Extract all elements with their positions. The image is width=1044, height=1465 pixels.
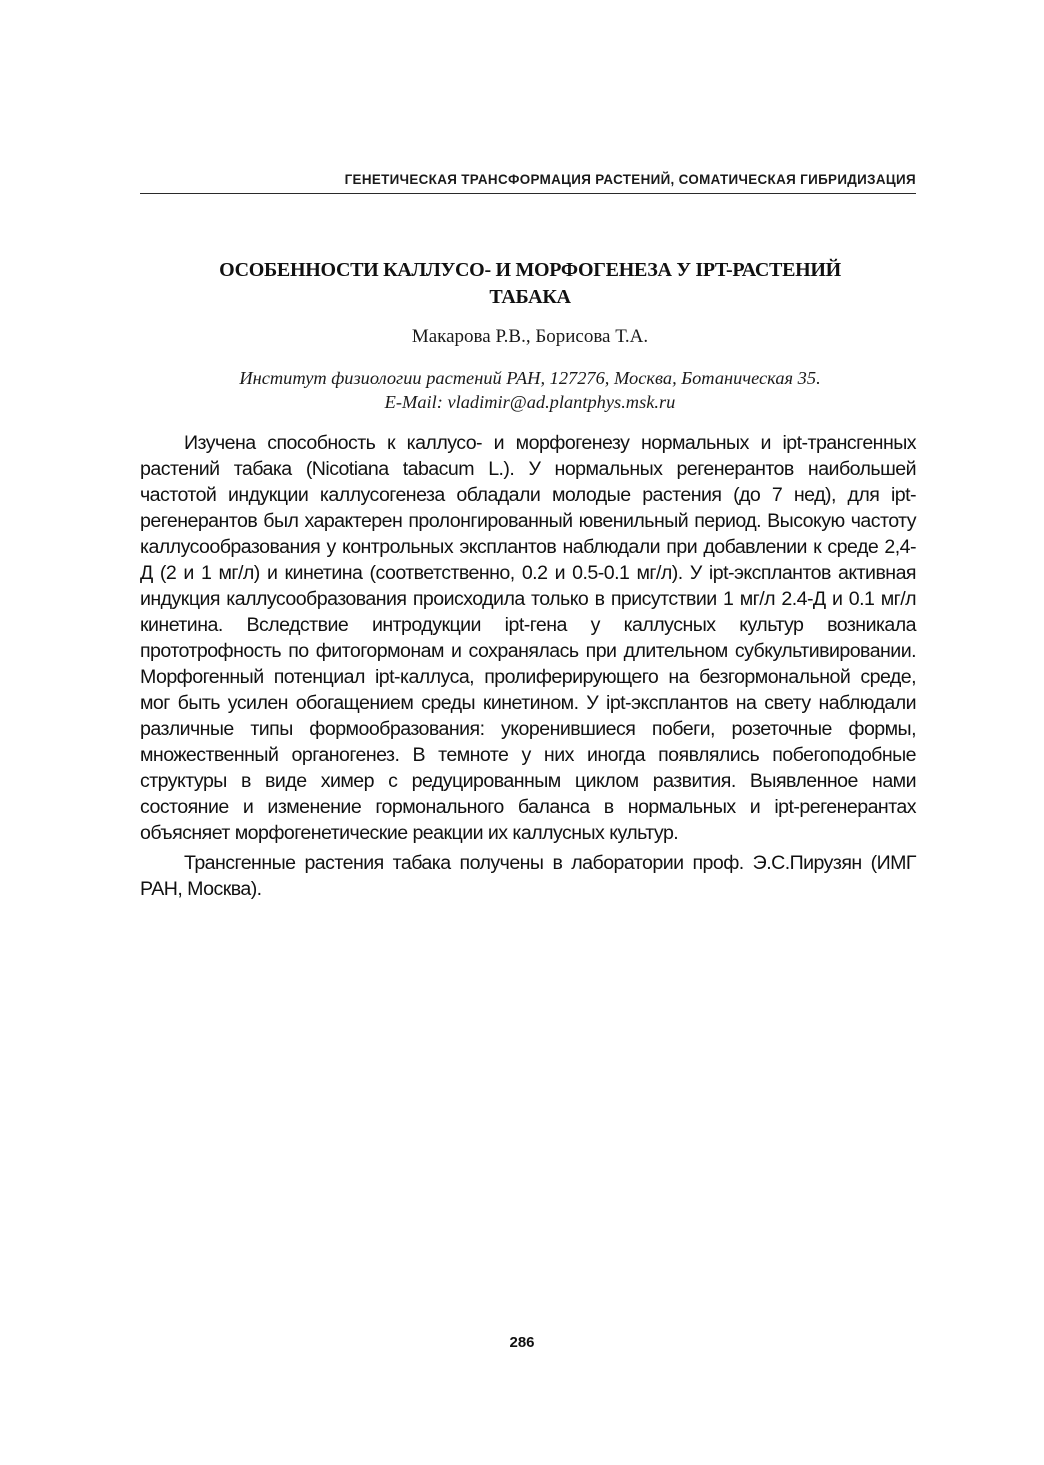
article-title bbox=[130, 257, 930, 311]
running-header: ГЕНЕТИЧЕСКАЯ ТРАНСФОРМАЦИЯ РАСТЕНИЙ, СОМАТИЧЕСКАЯ ГИБРИДИЗАЦИЯ bbox=[344, 172, 916, 187]
abstract-paragraph-2: Трансгенные растения табака получены в лаборатории проф. Э.С.Пирузян (ИМГ РАН, Москва). bbox=[140, 852, 916, 900]
abstract-body bbox=[140, 430, 916, 902]
affiliation-institute: Институт физиологии растений РАН, 127276, Москва, Ботаническая 35. bbox=[239, 368, 821, 388]
affiliation bbox=[130, 366, 930, 414]
page-number: 286 bbox=[509, 1334, 535, 1351]
affiliation-email: E-Mail: vladimir@ad.plantphys.msk.ru bbox=[384, 392, 676, 412]
title-line-2: ТАБАКА bbox=[489, 286, 571, 308]
abstract-paragraph-1: Изучена способность к каллусо- и морфогенезу нормальных и ipt-трансгенных растений табака (Nicotiana tabacum L.). У нормальных регенерантов наибольшей частотой индукции каллусогенеза обладали молодые растения (до 7 нед), для ipt-регенерантов был характерен пролонгированный ювенильный период. Высокую частоту каллусообразования у контрольных эксплантов наблюдали при добавлении к среде 2,4-Д (2 и 1 мг/л) и кинетина (соответственно, 0.2 и 0.5-0.1 мг/л). У ipt-эксплантов активная индукция каллусообразования происходила только в присутствии 1 мг/л 2.4-Д и 0.1 мг/л кинетина. Вследствие интродукции ipt-гена у каллусных культур возникала прототрофность по фитогормонам и сохранялась при длительном субкультивировании. Морфогенный потенциал ipt-каллуса, пролиферирующего на безгормональной среде, мог быть усилен обогащением среды кинетином. У ipt-эксплантов на свету наблюдали различные типы формообразования: укоренившиеся побеги, розеточные формы, множественный органогенез. В темноте у них иногда появлялись побегоподобные структуры в виде химер с редуцированным циклом развития. Выявленное нами состояние и изменение гормонального баланса в нормальных и ipt-регенерантах объясняет морфогенетические реакции их каллусных культур. bbox=[140, 432, 916, 844]
title-line-1: ОСОБЕННОСТИ КАЛЛУСО- И МОРФОГЕНЕЗА У IPT-РАСТЕНИЙ bbox=[219, 259, 841, 281]
authors: Макарова Р.В., Борисова Т.А. bbox=[411, 326, 649, 347]
header-rule bbox=[140, 193, 916, 194]
